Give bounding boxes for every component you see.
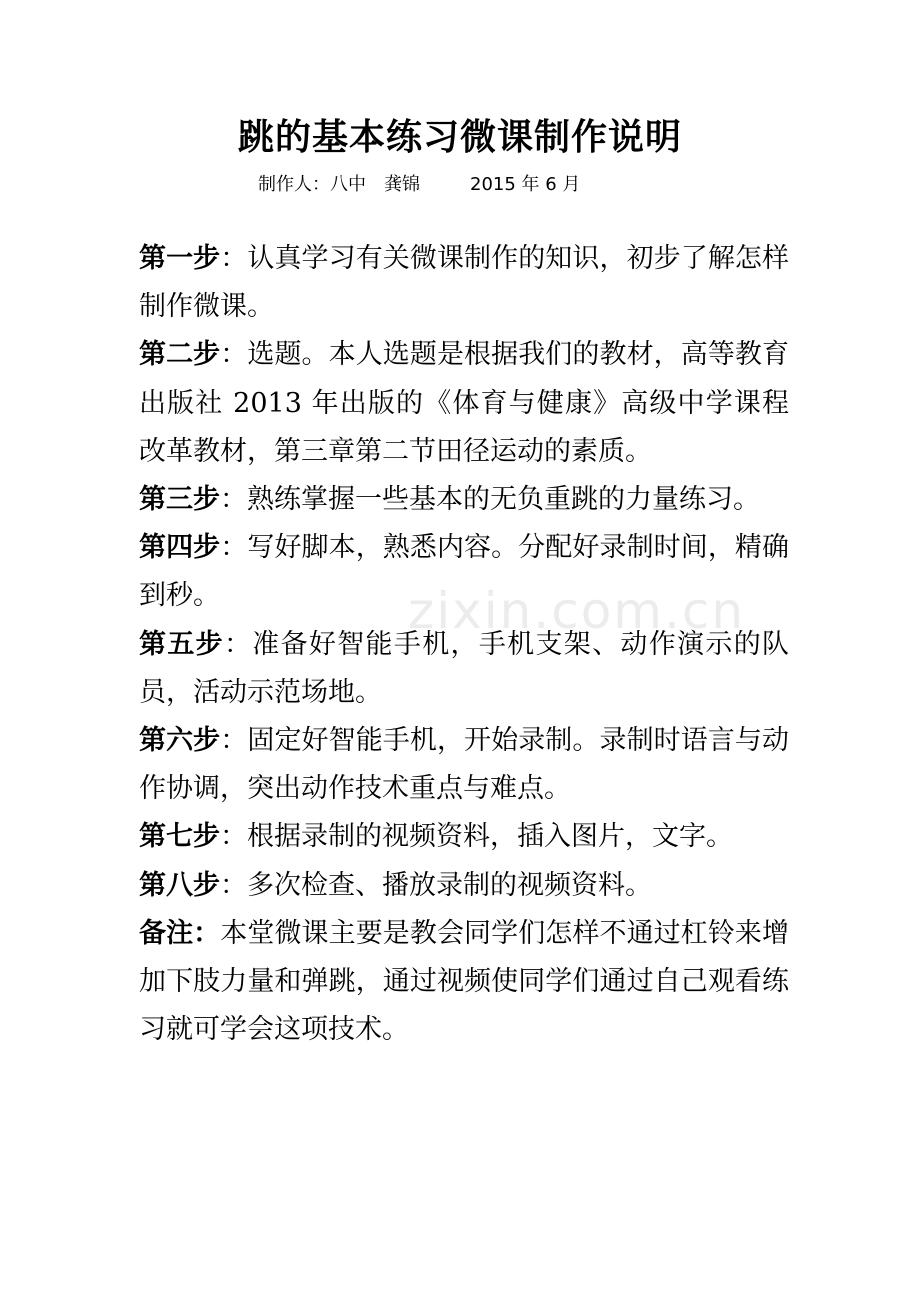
step-text: ：固定好智能手机，开始录制。录制时语言与动作协调，突出动作技术重点与难点。 (139, 725, 790, 805)
step-1 (139, 235, 789, 331)
step-3 (139, 476, 789, 524)
step-4 (139, 524, 789, 620)
step-text: ：多次检查、播放录制的视频资料。 (220, 869, 652, 901)
step-text: ：写好脚本，熟悉内容。分配好录制时间，精确到秒。 (139, 532, 790, 612)
step-label: 第四步 (139, 532, 221, 564)
step-text: ：选题。本人选题是根据我们的教材，高等教育出版社 2013 年出版的《体育与健康》高级中学课程改革教材，第三章第二节田径运动的素质。 (139, 339, 790, 467)
author-label: 制作人：八中 (258, 174, 366, 195)
note-paragraph (139, 910, 789, 1055)
step-label: 第三步 (139, 484, 220, 516)
step-text: ：准备好智能手机，手机支架、动作演示的队员，活动示范场地。 (139, 628, 790, 708)
step-label: 第二步 (139, 339, 221, 371)
step-7 (139, 813, 789, 861)
step-text: ：认真学习有关微课制作的知识，初步了解怎样制作微课。 (139, 243, 790, 323)
author-name: 龚锦 (384, 174, 420, 195)
step-8 (139, 862, 789, 910)
step-label: 第一步 (139, 243, 221, 274)
document-title: 跳的基本练习微课制作说明 (237, 116, 682, 158)
note-label: 备注： (139, 917, 221, 949)
step-6 (139, 717, 789, 813)
document-date: 2015 年 6 月 (470, 174, 581, 195)
step-text: ：熟练掌握一些基本的无负重跳的力量练习。 (220, 484, 760, 516)
step-5 (139, 621, 789, 717)
step-label: 第八步 (139, 869, 220, 901)
step-label: 第六步 (139, 725, 221, 757)
document-body (139, 235, 789, 1054)
step-text: ：根据录制的视频资料，插入图片，文字。 (220, 821, 733, 853)
step-label: 第五步 (139, 628, 224, 660)
note-text: 本堂微课主要是教会同学们怎样不通过杠铃来增加下肢力量和弹跳，通过视频使同学们通过自己观看练习就可学会这项技术。 (139, 917, 790, 1046)
byline (258, 170, 580, 200)
step-label: 第七步 (139, 821, 220, 853)
watermark: zixin.com.cn (408, 582, 746, 640)
step-2 (139, 331, 789, 476)
